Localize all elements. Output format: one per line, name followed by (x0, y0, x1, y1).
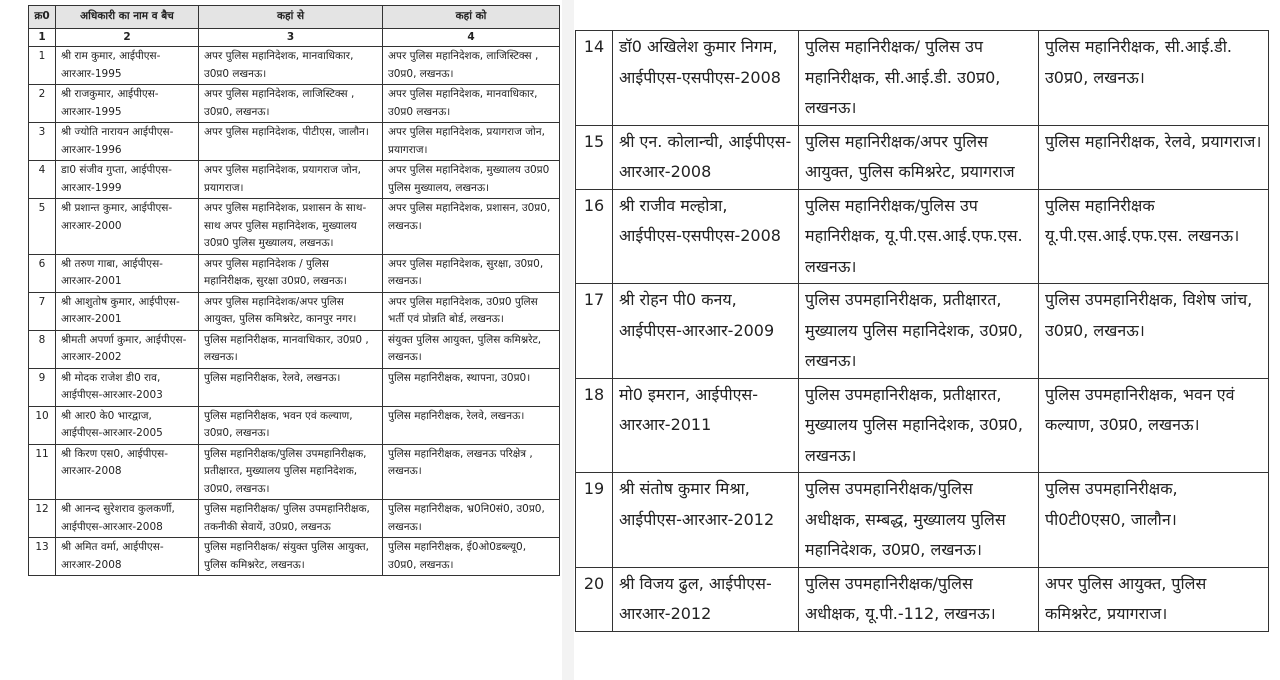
serial-number-cell: 16 (576, 189, 613, 284)
table-row (29, 47, 560, 85)
officer-name-cell: श्री राम कुमार, आईपीएस-आरआर-1995 (56, 47, 199, 85)
serial-number-cell: 1 (29, 47, 56, 85)
officer-name-cell: श्री एन. कोलान्ची, आईपीएस-आरआर-2008 (613, 125, 799, 189)
serial-number-cell: 2 (29, 85, 56, 123)
table-row (29, 85, 560, 123)
from-posting-cell: अपर पुलिस महानिदेशक, प्रशासन के साथ-साथ अपर पुलिस महानिदेशक, मुख्यालय उ0प्र0 पुलिस मुख्यालय, लखनऊ। (199, 199, 383, 255)
to-posting-cell: पुलिस महानिरीक्षक, भ्र0नि0सं0, उ0प्र0, लखनऊ। (383, 500, 560, 538)
to-posting-cell: अपर पुलिस महानिदेशक, उ0प्र0 पुलिस भर्ती एवं प्रोन्नति बोर्ड, लखनऊ। (383, 292, 560, 330)
to-posting-cell: पुलिस महानिरीक्षक, ई0ओ0डब्ल्यू0, उ0प्र0, लखनऊ। (383, 538, 560, 576)
serial-number-cell: 15 (576, 125, 613, 189)
to-posting-cell: अपर पुलिस महानिदेशक, मुख्यालय उ0प्र0 पुलिस मुख्यालय, लखनऊ। (383, 161, 560, 199)
table-row (29, 161, 560, 199)
to-posting-cell: अपर पुलिस महानिदेशक, लाजिस्टिक्स , उ0प्र0, लखनऊ। (383, 47, 560, 85)
column-number: 4 (383, 28, 560, 47)
header-row (29, 6, 560, 29)
to-posting-cell: पुलिस महानिरीक्षक, स्थापना, उ0प्र0। (383, 368, 560, 406)
officer-name-cell: श्री प्रशान्त कुमार, आईपीएस-आरआर-2000 (56, 199, 199, 255)
from-posting-cell: पुलिस महानिरीक्षक/पुलिस उप महानिरीक्षक, यू.पी.एस.आई.एफ.एस. लखनऊ। (799, 189, 1039, 284)
to-posting-cell: पुलिस महानिरीक्षक यू.पी.एस.आई.एफ.एस. लखनऊ। (1039, 189, 1269, 284)
from-posting-cell: अपर पुलिस महानिदेशक, लाजिस्टिक्स , उ0प्र0, लखनऊ। (199, 85, 383, 123)
table-row (29, 123, 560, 161)
table-row (29, 406, 560, 444)
column-number: 3 (199, 28, 383, 47)
serial-number-cell: 7 (29, 292, 56, 330)
from-posting-cell: अपर पुलिस महानिदेशक, पीटीएस, जालौन। (199, 123, 383, 161)
serial-number-cell: 10 (29, 406, 56, 444)
officer-name-cell: मो0 इमरान, आईपीएस-आरआर-2011 (613, 378, 799, 473)
to-posting-cell: अपर पुलिस महानिदेशक, मानवाधिकार, उ0प्र0 लखनऊ। (383, 85, 560, 123)
transfer-table-part-2 (575, 30, 1269, 632)
officer-name-cell: डा0 संजीव गुप्ता, आईपीएस-आरआर-1999 (56, 161, 199, 199)
to-posting-cell: पुलिस महानिरीक्षक, लखनऊ परिक्षेत्र , लखनऊ। (383, 444, 560, 500)
officer-name-cell: श्रीमती अपर्णा कुमार, आईपीएस-आरआर-2002 (56, 330, 199, 368)
column-number: 1 (29, 28, 56, 47)
from-posting-cell: पुलिस उपमहानिरीक्षक, प्रतीक्षारत, मुख्यालय पुलिस महानिदेशक, उ0प्र0, लखनऊ। (799, 378, 1039, 473)
to-posting-cell: अपर पुलिस महानिदेशक, प्रशासन, उ0प्र0, लखनऊ। (383, 199, 560, 255)
officer-name-cell: श्री किरण एस0, आईपीएस-आरआर-2008 (56, 444, 199, 500)
to-posting-cell: पुलिस महानिरीक्षक, रेलवे, लखनऊ। (383, 406, 560, 444)
officer-name-cell: श्री आर0 के0 भारद्वाज, आईपीएस-आरआर-2005 (56, 406, 199, 444)
from-posting-cell: पुलिस महानिरीक्षक/ संयुक्त पुलिस आयुक्त, पुलिस कमिश्नरेट, लखनऊ। (199, 538, 383, 576)
officer-name-cell: श्री राजकुमार, आईपीएस-आरआर-1995 (56, 85, 199, 123)
header-serial: क्र0 (29, 6, 56, 29)
column-number-row (29, 28, 560, 47)
column-number: 2 (56, 28, 199, 47)
page-gap (562, 0, 574, 680)
table-row (29, 292, 560, 330)
from-posting-cell: पुलिस महानिरीक्षक, मानवाधिकार, उ0प्र0 , लखनऊ। (199, 330, 383, 368)
from-posting-cell: अपर पुलिस महानिदेशक/अपर पुलिस आयुक्त, पुलिस कमिश्नरेट, कानपुर नगर। (199, 292, 383, 330)
to-posting-cell: संयुक्त पुलिस आयुक्त, पुलिस कमिश्नरेट, लखनऊ। (383, 330, 560, 368)
officer-name-cell: श्री रोहन पी0 कनय, आईपीएस-आरआर-2009 (613, 284, 799, 379)
table-row (576, 189, 1269, 284)
serial-number-cell: 11 (29, 444, 56, 500)
to-posting-cell: अपर पुलिस महानिदेशक, प्रयागराज जोन, प्रयागराज। (383, 123, 560, 161)
serial-number-cell: 20 (576, 567, 613, 631)
table-row (576, 378, 1269, 473)
officer-name-cell: श्री अमित वर्मा, आईपीएस-आरआर-2008 (56, 538, 199, 576)
officer-name-cell: श्री ज्योति नारायन आईपीएस-आरआर-1996 (56, 123, 199, 161)
serial-number-cell: 3 (29, 123, 56, 161)
to-posting-cell: पुलिस उपमहानिरीक्षक, विशेष जांच, उ0प्र0, लखनऊ। (1039, 284, 1269, 379)
serial-number-cell: 8 (29, 330, 56, 368)
officer-name-cell: श्री आशुतोष कुमार, आईपीएस-आरआर-2001 (56, 292, 199, 330)
table-row (576, 31, 1269, 126)
serial-number-cell: 17 (576, 284, 613, 379)
officer-name-cell: श्री राजीव मल्होत्रा, आईपीएस-एसपीएस-2008 (613, 189, 799, 284)
to-posting-cell: पुलिस महानिरीक्षक, सी.आई.डी. उ0प्र0, लखनऊ। (1039, 31, 1269, 126)
serial-number-cell: 18 (576, 378, 613, 473)
table-row (29, 254, 560, 292)
serial-number-cell: 12 (29, 500, 56, 538)
to-posting-cell: अपर पुलिस महानिदेशक, सुरक्षा, उ0प्र0, लखनऊ। (383, 254, 560, 292)
table-row (576, 284, 1269, 379)
to-posting-cell: पुलिस उपमहानिरीक्षक, पी0टी0एस0, जालौन। (1039, 473, 1269, 568)
serial-number-cell: 5 (29, 199, 56, 255)
from-posting-cell: अपर पुलिस महानिदेशक, प्रयागराज जोन, प्रयागराज। (199, 161, 383, 199)
header-from: कहां से (199, 6, 383, 29)
from-posting-cell: पुलिस महानिरीक्षक, रेलवे, लखनऊ। (199, 368, 383, 406)
officer-name-cell: श्री विजय ढुल, आईपीएस-आरआर-2012 (613, 567, 799, 631)
serial-number-cell: 19 (576, 473, 613, 568)
table-row (29, 199, 560, 255)
from-posting-cell: अपर पुलिस महानिदेशक, मानवाधिकार, उ0प्र0 लखनऊ। (199, 47, 383, 85)
officer-name-cell: श्री आनन्द सुरेशराव कुलकर्णी, आईपीएस-आरआर-2008 (56, 500, 199, 538)
serial-number-cell: 14 (576, 31, 613, 126)
table-row (29, 444, 560, 500)
from-posting-cell: पुलिस महानिरीक्षक/ पुलिस उप महानिरीक्षक, सी.आई.डी. उ0प्र0, लखनऊ। (799, 31, 1039, 126)
transfer-table-part-1 (28, 5, 560, 576)
serial-number-cell: 9 (29, 368, 56, 406)
to-posting-cell: पुलिस महानिरीक्षक, रेलवे, प्रयागराज। (1039, 125, 1269, 189)
serial-number-cell: 6 (29, 254, 56, 292)
header-officer-name: अधिकारी का नाम व बैच (56, 6, 199, 29)
from-posting-cell: पुलिस उपमहानिरीक्षक/पुलिस अधीक्षक, सम्बद्ध, मुख्यालय पुलिस महानिदेशक, उ0प्र0, लखनऊ। (799, 473, 1039, 568)
officer-name-cell: श्री संतोष कुमार मिश्रा, आईपीएस-आरआर-2012 (613, 473, 799, 568)
to-posting-cell: पुलिस उपमहानिरीक्षक, भवन एवं कल्याण, उ0प्र0, लखनऊ। (1039, 378, 1269, 473)
header-to: कहां को (383, 6, 560, 29)
table-row (29, 368, 560, 406)
table-row (576, 473, 1269, 568)
serial-number-cell: 4 (29, 161, 56, 199)
to-posting-cell: अपर पुलिस आयुक्त, पुलिस कमिश्नरेट, प्रयागराज। (1039, 567, 1269, 631)
table-row (29, 500, 560, 538)
serial-number-cell: 13 (29, 538, 56, 576)
officer-name-cell: श्री मोदक राजेश डी0 राव, आईपीएस-आरआर-2003 (56, 368, 199, 406)
table-row (576, 125, 1269, 189)
from-posting-cell: पुलिस महानिरीक्षक/ पुलिस उपमहानिरीक्षक, तकनीकी सेवायें, उ0प्र0, लखनऊ (199, 500, 383, 538)
from-posting-cell: पुलिस महानिरीक्षक, भवन एवं कल्याण, उ0प्र0, लखनऊ। (199, 406, 383, 444)
table-row (29, 538, 560, 576)
officer-name-cell: डॉ0 अखिलेश कुमार निगम, आईपीएस-एसपीएस-2008 (613, 31, 799, 126)
from-posting-cell: पुलिस महानिरीक्षक/पुलिस उपमहानिरीक्षक, प्रतीक्षारत, मुख्यालय पुलिस महानिदेशक, उ0प्र0, लखनऊ। (199, 444, 383, 500)
table-row (576, 567, 1269, 631)
from-posting-cell: पुलिस महानिरीक्षक/अपर पुलिस आयुक्त, पुलिस कमिश्नरेट, प्रयागराज (799, 125, 1039, 189)
from-posting-cell: अपर पुलिस महानिदेशक / पुलिस महानिरीक्षक, सुरक्षा उ0प्र0, लखनऊ। (199, 254, 383, 292)
table-row (29, 330, 560, 368)
from-posting-cell: पुलिस उपमहानिरीक्षक/पुलिस अधीक्षक, यू.पी.-112, लखनऊ। (799, 567, 1039, 631)
from-posting-cell: पुलिस उपमहानिरीक्षक, प्रतीक्षारत, मुख्यालय पुलिस महानिदेशक, उ0प्र0, लखनऊ। (799, 284, 1039, 379)
officer-name-cell: श्री तरुण गाबा, आईपीएस-आरआर-2001 (56, 254, 199, 292)
